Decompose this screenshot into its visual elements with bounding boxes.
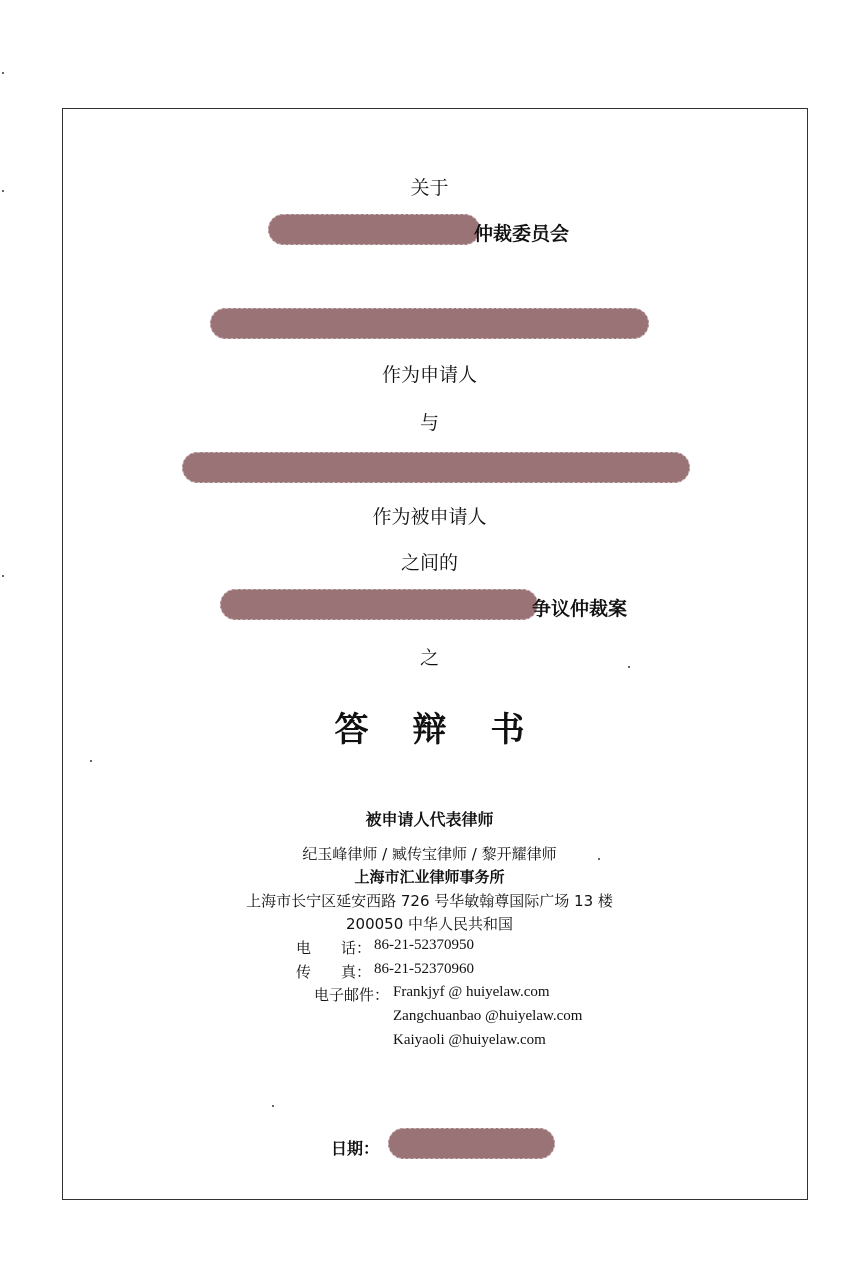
redaction-date — [388, 1128, 555, 1159]
redaction-dispute-name — [220, 589, 538, 620]
scan-speck — [90, 760, 92, 762]
email-address: Zangchuanbao @huiyelaw.com — [393, 1008, 583, 1024]
postcode-country: 200050 中华人民共和国 — [345, 915, 514, 933]
email-address: Frankjyf @ huiyelaw.com — [393, 984, 550, 1000]
scan-speck — [272, 1105, 274, 1107]
firm-address: 上海市长宁区延安西路 726 号华敏翰尊国际广场 13 楼 — [246, 892, 613, 910]
redaction-respondent — [182, 452, 690, 483]
email-label: 电子邮件： — [314, 986, 390, 1004]
lawyer-names: 纪玉峰律师 / 臧传宝律师 / 黎开耀律师 — [302, 845, 557, 863]
commission-suffix: 仲裁委员会 — [474, 223, 570, 245]
scan-speck — [2, 575, 4, 577]
dispute-case-suffix: 争议仲裁案 — [532, 598, 628, 620]
of-line: 之 — [419, 647, 439, 669]
and-line: 与 — [419, 412, 439, 434]
tel-number: 86-21-52370950 — [374, 937, 474, 953]
between-line: 之间的 — [400, 552, 458, 574]
email-address: Kaiyaoli @huiyelaw.com — [393, 1032, 546, 1048]
tel-label: 电 话： — [296, 939, 372, 957]
scan-speck — [2, 72, 4, 74]
law-firm-name: 上海市汇业律师事务所 — [354, 868, 505, 886]
redaction-commission-name — [268, 214, 480, 245]
date-label: 日期： — [331, 1139, 380, 1158]
fax-label: 传 真： — [296, 963, 372, 981]
document-title: 答辩书 — [334, 710, 569, 750]
about-line: 关于 — [410, 177, 449, 199]
redaction-applicant — [210, 308, 649, 339]
as-respondent-line: 作为被申请人 — [372, 506, 487, 528]
fax-number: 86-21-52370960 — [374, 961, 474, 977]
as-applicant-line: 作为申请人 — [381, 364, 477, 386]
counsel-heading: 被申请人代表律师 — [365, 810, 494, 829]
